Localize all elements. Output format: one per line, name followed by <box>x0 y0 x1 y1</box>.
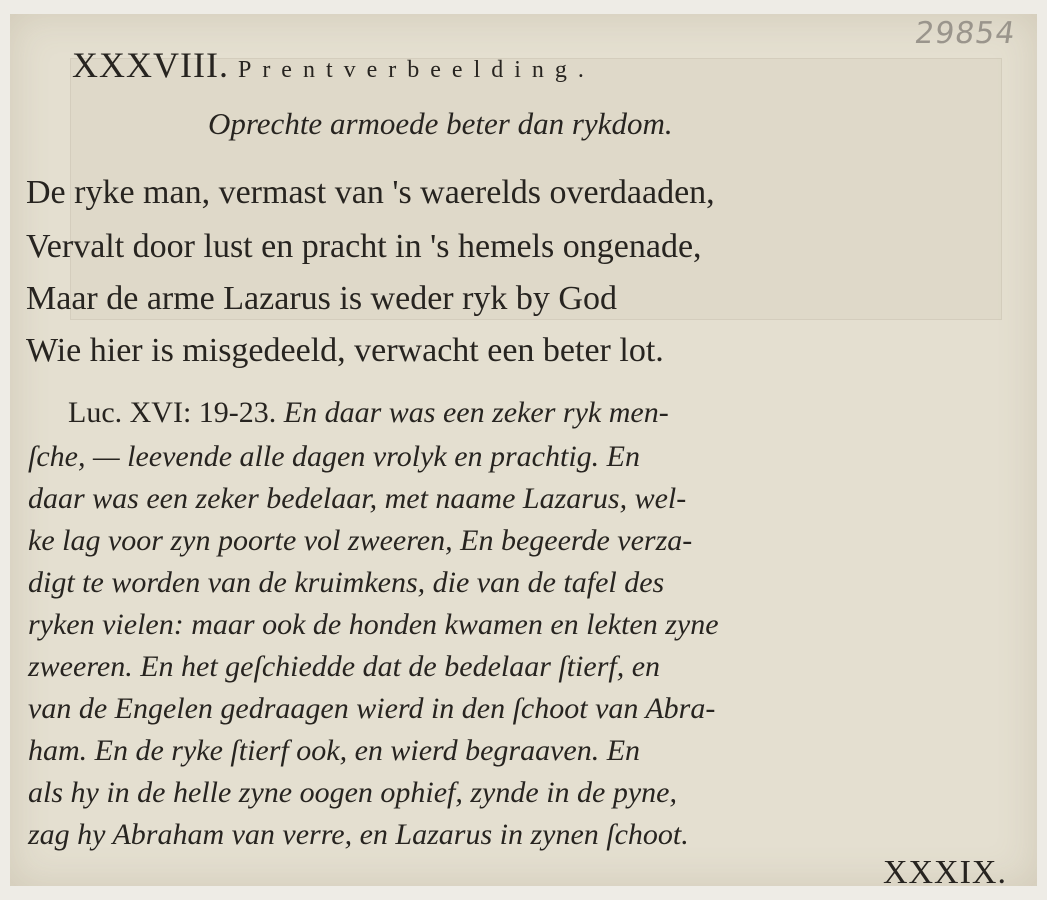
heading-title: Prentverbeelding. <box>237 57 595 83</box>
passage-text: En daar was een zeker ryk men- <box>283 396 669 429</box>
passage-line: ſche, — leevende alle dagen vrolyk en prachtig. En <box>28 440 640 473</box>
print-sheet <box>10 14 1037 891</box>
passage-line: digt te worden van de kruimkens, die van de tafel des <box>28 566 665 599</box>
inventory-number: 29854 <box>912 16 1018 51</box>
passage-line: zweeren. En het geſchiedde dat de bedelaar ſtierf, en <box>28 650 661 683</box>
passage-line: ham. En de ryke ſtierf ook, en wierd begraaven. En <box>28 734 641 767</box>
catchword: XXXIX. <box>882 854 1007 891</box>
passage-line: ke lag voor zyn poorte vol zweeren, En begeerde verza- <box>28 524 693 557</box>
passage-first-line <box>68 396 669 430</box>
passage-line: daar was een zeker bedelaar, met naame Lazarus, wel- <box>28 482 687 515</box>
verse-line: Maar de arme Lazarus is weder ryk by God <box>26 280 617 317</box>
verse-line: Vervalt door lust en pracht in 's hemels ongenade, <box>26 228 702 265</box>
passage-line: ryken vielen: maar ook de honden kwamen en lekten zyne <box>28 608 719 641</box>
page-heading <box>72 44 595 86</box>
passage-line: zag hy Abraham van verre, en Lazarus in zynen ſchoot. <box>28 818 689 851</box>
passage-line: van de Engelen gedraagen wierd in den ſchoot van Abra- <box>28 692 716 725</box>
heading-number: XXXVIII. <box>72 45 229 85</box>
bible-reference: Luc. XVI: 19-23. <box>68 396 277 429</box>
verse-line: De ryke man, vermast van 's waerelds overdaaden, <box>26 174 715 211</box>
verse-line: Wie hier is misgedeeld, verwacht een beter lot. <box>26 332 664 369</box>
subtitle: Oprechte armoede beter dan rykdom. <box>208 106 673 141</box>
passage-line: als hy in de helle zyne oogen ophief, zynde in de pyne, <box>28 776 677 809</box>
